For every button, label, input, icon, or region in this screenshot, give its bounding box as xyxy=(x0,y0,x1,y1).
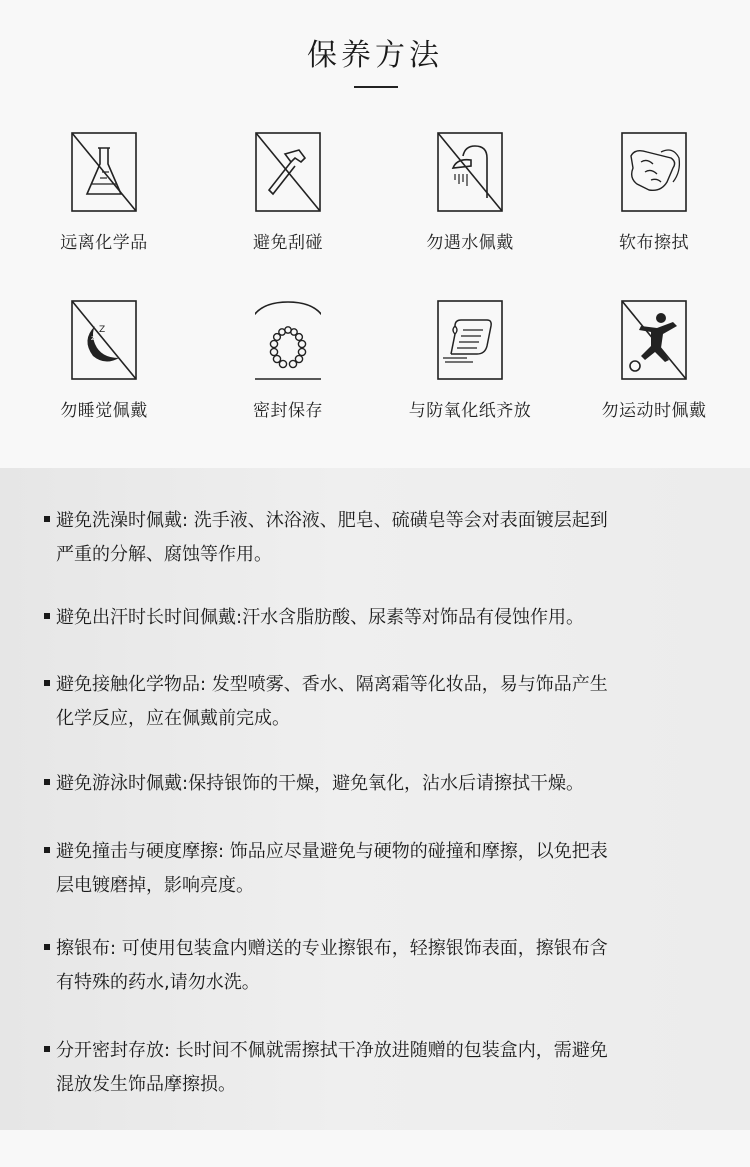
tip-line: 避免接触化学物品: 发型喷雾、香水、隔离霜等化妆品，易与饰品产生 xyxy=(56,674,608,695)
jewelry-box-icon xyxy=(255,300,321,380)
care-icons-section xyxy=(0,0,750,468)
tip-item xyxy=(44,1034,716,1102)
bullet-icon xyxy=(44,779,50,785)
title-underline xyxy=(354,86,398,88)
bullet-icon xyxy=(44,1046,50,1052)
flask-icon xyxy=(71,132,137,212)
tip-item xyxy=(44,767,716,801)
tip-item xyxy=(44,504,716,572)
hammer-icon xyxy=(255,132,321,212)
tip-line: 层电镀磨掉，影响亮度。 xyxy=(56,875,254,896)
tip-line: 化学反应，应在佩戴前完成。 xyxy=(56,708,290,729)
tip-line: 严重的分解、腐蚀等作用。 xyxy=(56,544,272,565)
bullet-icon xyxy=(44,680,50,686)
care-tips-section xyxy=(0,468,750,1130)
page-title: 保养方法 xyxy=(307,38,443,73)
care-item-label: 软布擦拭 xyxy=(619,233,689,253)
care-item-label: 勿睡觉佩戴 xyxy=(60,401,148,421)
svg-text:Z: Z xyxy=(99,325,106,335)
care-item-label: 与防氧化纸齐放 xyxy=(408,401,532,421)
moon-sleep-icon xyxy=(71,300,137,380)
soccer-player-icon xyxy=(621,300,687,380)
cloth-wipe-icon xyxy=(621,132,687,212)
svg-text:z: z xyxy=(91,334,95,342)
tip-item xyxy=(44,668,716,736)
tip-line: 有特殊的药水,请勿水洗。 xyxy=(56,972,260,993)
footer-strip xyxy=(0,1130,750,1167)
tip-line: 分开密封存放: 长时间不佩就需擦拭干净放进随赠的包装盒内，需避免 xyxy=(56,1040,608,1061)
tip-line: 避免洗澡时佩戴: 洗手液、沐浴液、肥皂、硫磺皂等会对表面镀层起到 xyxy=(56,510,608,531)
tip-item xyxy=(44,601,716,635)
bullet-icon xyxy=(44,847,50,853)
tip-line: 避免出汗时长时间佩戴:汗水含脂肪酸、尿素等对饰品有侵蚀作用。 xyxy=(56,607,585,628)
care-item-label: 勿遇水佩戴 xyxy=(426,233,514,253)
bullet-icon xyxy=(44,613,50,619)
bullet-icon xyxy=(44,944,50,950)
tip-line: 擦银布: 可使用包装盒内赠送的专业擦银布，轻擦银饰表面，擦银布含 xyxy=(56,938,608,959)
care-item-label: 密封保存 xyxy=(253,401,323,421)
care-item-label: 避免刮碰 xyxy=(253,233,323,253)
shower-icon xyxy=(437,132,503,212)
paper-roll-icon xyxy=(437,300,503,380)
care-item-label: 勿运动时佩戴 xyxy=(601,401,707,421)
tip-line: 避免撞击与硬度摩擦: 饰品应尽量避免与硬物的碰撞和摩擦，以免把表 xyxy=(56,841,608,862)
tip-item xyxy=(44,835,716,903)
tip-line: 混放发生饰品摩擦损。 xyxy=(56,1074,236,1095)
care-item-label: 远离化学品 xyxy=(60,233,148,253)
tip-line: 避免游泳时佩戴:保持银饰的干燥，避免氧化，沾水后请擦拭干燥。 xyxy=(56,773,585,794)
bullet-icon xyxy=(44,516,50,522)
tip-item xyxy=(44,932,716,1000)
